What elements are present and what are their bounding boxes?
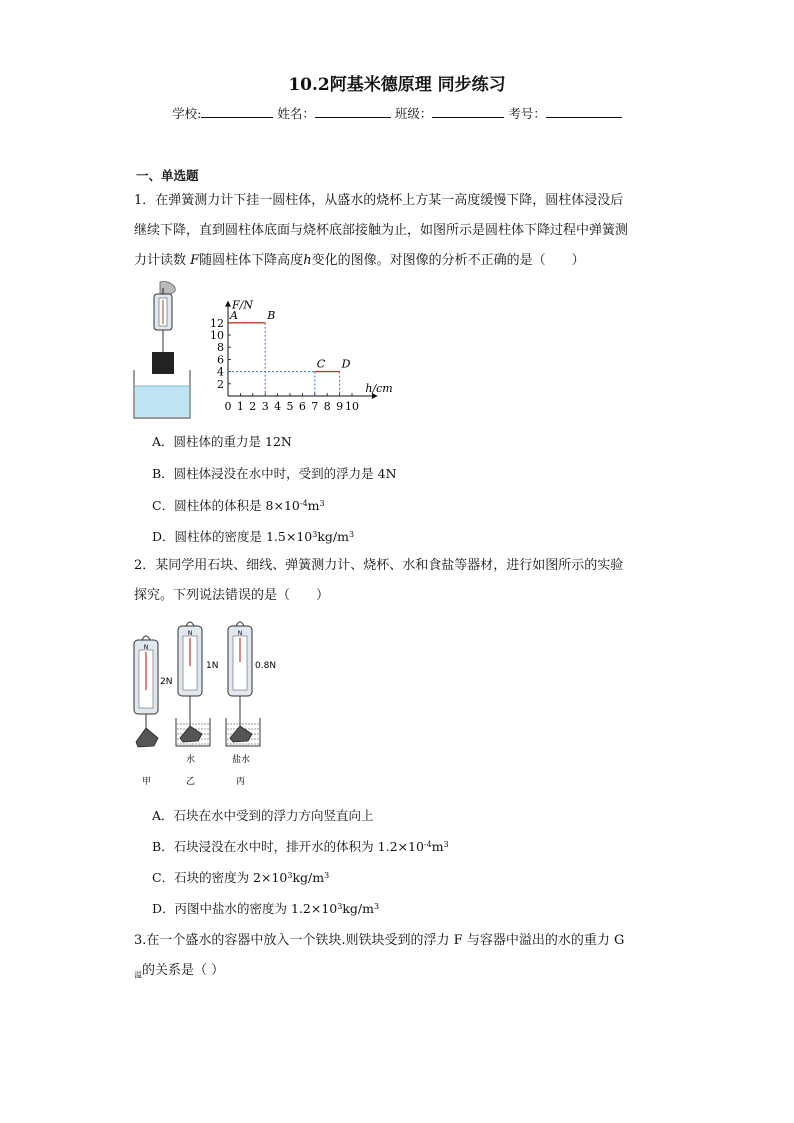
- question-2-text: [134, 551, 664, 611]
- q1-option-c[interactable]: [152, 496, 325, 514]
- q1d-text: D．圆柱体的密度是 1.5×10: [152, 529, 313, 544]
- caption-jia: 甲: [142, 777, 152, 787]
- section-heading: 一、单选题: [136, 168, 199, 183]
- q2-line2: 探究。下列说法错误的是（ ）: [134, 588, 330, 603]
- x-tick-label: 4: [274, 400, 282, 413]
- q2c-unit: kg/m: [292, 870, 325, 885]
- q3-line2: [134, 956, 664, 991]
- q1-var-h: h: [303, 253, 312, 268]
- x-tick-label: 1: [236, 400, 244, 413]
- x-tick-label: 2: [249, 400, 257, 413]
- point-label-d: D: [341, 357, 351, 371]
- q2b-unit-exp: 3: [443, 840, 449, 849]
- name-label: 姓名：: [277, 106, 315, 121]
- x-tick-label: 7: [311, 400, 319, 413]
- question-1-text: [134, 186, 664, 276]
- point-label-c: C: [316, 357, 326, 371]
- q2-option-b[interactable]: [152, 837, 449, 855]
- scale3-reading: 0.8N: [255, 661, 277, 671]
- caption-yi: 乙: [186, 777, 196, 787]
- y-tick-label: 12: [210, 316, 224, 330]
- scale1-reading: 2N: [160, 677, 173, 687]
- q2b-exp: -4: [423, 840, 432, 849]
- x-tick-label: 6: [298, 400, 306, 413]
- stone-icon: [136, 728, 158, 747]
- q2-line1: 2．某同学用石块、细线、弹簧测力计、烧杯、水和食盐等器材，进行如图所示的实验: [134, 558, 624, 573]
- q1-var-F: F: [190, 253, 200, 268]
- q2d-exp: 3: [337, 902, 343, 911]
- q1-line3b: 随圆柱体下降高度: [199, 253, 304, 268]
- number-blank[interactable]: [546, 105, 622, 118]
- q1-option-a[interactable]: A．圆柱体的重力是 12N: [152, 434, 292, 449]
- class-blank[interactable]: [432, 105, 504, 118]
- y-tick-label: 8: [217, 341, 224, 355]
- y-axis-arrow: [225, 301, 231, 307]
- q1c-text: C．圆柱体的体积是 8×10: [152, 498, 300, 513]
- q2c-unit-exp: 3: [324, 871, 330, 880]
- q2c-exp: 3: [287, 871, 293, 880]
- scale2-unit: N: [187, 630, 193, 637]
- q1-apparatus-figure: [130, 280, 194, 422]
- q2-option-d[interactable]: [152, 899, 379, 917]
- liquid-saltwater-label: 盐水: [232, 755, 251, 765]
- x-tick-label: 3: [261, 400, 269, 413]
- q1c-unit-exp: 3: [319, 499, 325, 508]
- q2b-unit: m: [431, 839, 444, 854]
- scale1-unit: N: [143, 644, 149, 651]
- q2d-text: D．丙图中盐水的密度为 1.2×10: [152, 901, 338, 916]
- stone-icon: [230, 726, 252, 742]
- q1c-unit: m: [307, 498, 320, 513]
- q2-option-a[interactable]: A．石块在水中受到的浮力方向竖直向上: [152, 808, 374, 823]
- x-tick-label: 0: [224, 400, 232, 413]
- q2c-text: C．石块的密度为 2×10: [152, 870, 288, 885]
- page-title: 10.2阿基米德原理 同步练习: [288, 75, 506, 95]
- q3-subscript: 溢: [134, 970, 142, 980]
- question-3-text: [134, 926, 664, 991]
- q1-line3a: 力计读数: [134, 253, 191, 268]
- q1d-exp: 3: [312, 530, 318, 539]
- hand-icon: [160, 282, 175, 295]
- stone-icon: [180, 726, 202, 742]
- scale2-reading: 1N: [206, 661, 219, 671]
- q2b-text: B．石块浸没在水中时，排开水的体积为 1.2×10: [152, 839, 424, 854]
- school-blank[interactable]: [201, 105, 273, 118]
- spring-scale-icon: [178, 622, 202, 726]
- liquid-water-label: 水: [186, 755, 196, 765]
- spring-scale-icon: [228, 622, 252, 726]
- q1-line1: 1．在弹簧测力计下挂一圆柱体，从盛水的烧杯上方某一高度缓慢下降，圆柱体浸没后: [134, 193, 624, 208]
- q1d-unit: kg/m: [317, 529, 349, 544]
- scale3-unit: N: [237, 630, 243, 637]
- q2-experiment-figure: [128, 620, 288, 792]
- caption-bing: 丙: [236, 777, 246, 787]
- y-axis-label: F/N: [232, 298, 253, 312]
- class-label: 班级：: [394, 106, 433, 121]
- x-axis-label: h/cm: [365, 382, 393, 395]
- q1c-exp: -4: [299, 499, 308, 508]
- q3-line1: 3.在一个盛水的容器中放入一个铁块.则铁块受到的浮力 F 与容器中溢出的水的重力 G: [134, 933, 625, 948]
- x-tick-label: 5: [286, 400, 294, 413]
- x-tick-label: 10: [345, 400, 359, 413]
- q1-option-d[interactable]: [152, 527, 354, 545]
- q3-line2-text: 的关系是（ ）: [142, 963, 225, 978]
- q2d-unit: kg/m: [342, 901, 374, 916]
- point-label-b: B: [267, 308, 276, 322]
- x-tick-label: 9: [336, 400, 344, 413]
- q1d-unit-exp: 3: [349, 530, 355, 539]
- q1-line3: [134, 246, 664, 276]
- cylinder-icon: [152, 352, 174, 374]
- q1-option-b[interactable]: B．圆柱体浸没在水中时，受到的浮力是 4N: [152, 466, 397, 481]
- student-info-line: [0, 104, 794, 122]
- point-label-a: A: [230, 308, 238, 322]
- y-tick-label: 4: [217, 365, 224, 379]
- school-label: 学校:: [172, 106, 202, 121]
- q1-line2: 继续下降，直到圆柱体底面与烧杯底部接触为止，如图所示是圆柱体下降过程中弹簧测: [134, 223, 629, 238]
- q1-force-height-chart: [200, 276, 415, 418]
- y-tick-label: 2: [217, 377, 224, 391]
- y-tick-label: 10: [210, 329, 224, 342]
- y-tick-label: 6: [217, 353, 224, 367]
- q2-option-c[interactable]: [152, 868, 329, 886]
- number-label: 考号：: [508, 106, 546, 121]
- x-tick-label: 8: [323, 400, 331, 413]
- q2d-unit-exp: 3: [374, 902, 380, 911]
- name-blank[interactable]: [315, 105, 391, 118]
- q1-line3c: 变化的图像。对图像的分析不正确的是（ ）: [311, 253, 585, 268]
